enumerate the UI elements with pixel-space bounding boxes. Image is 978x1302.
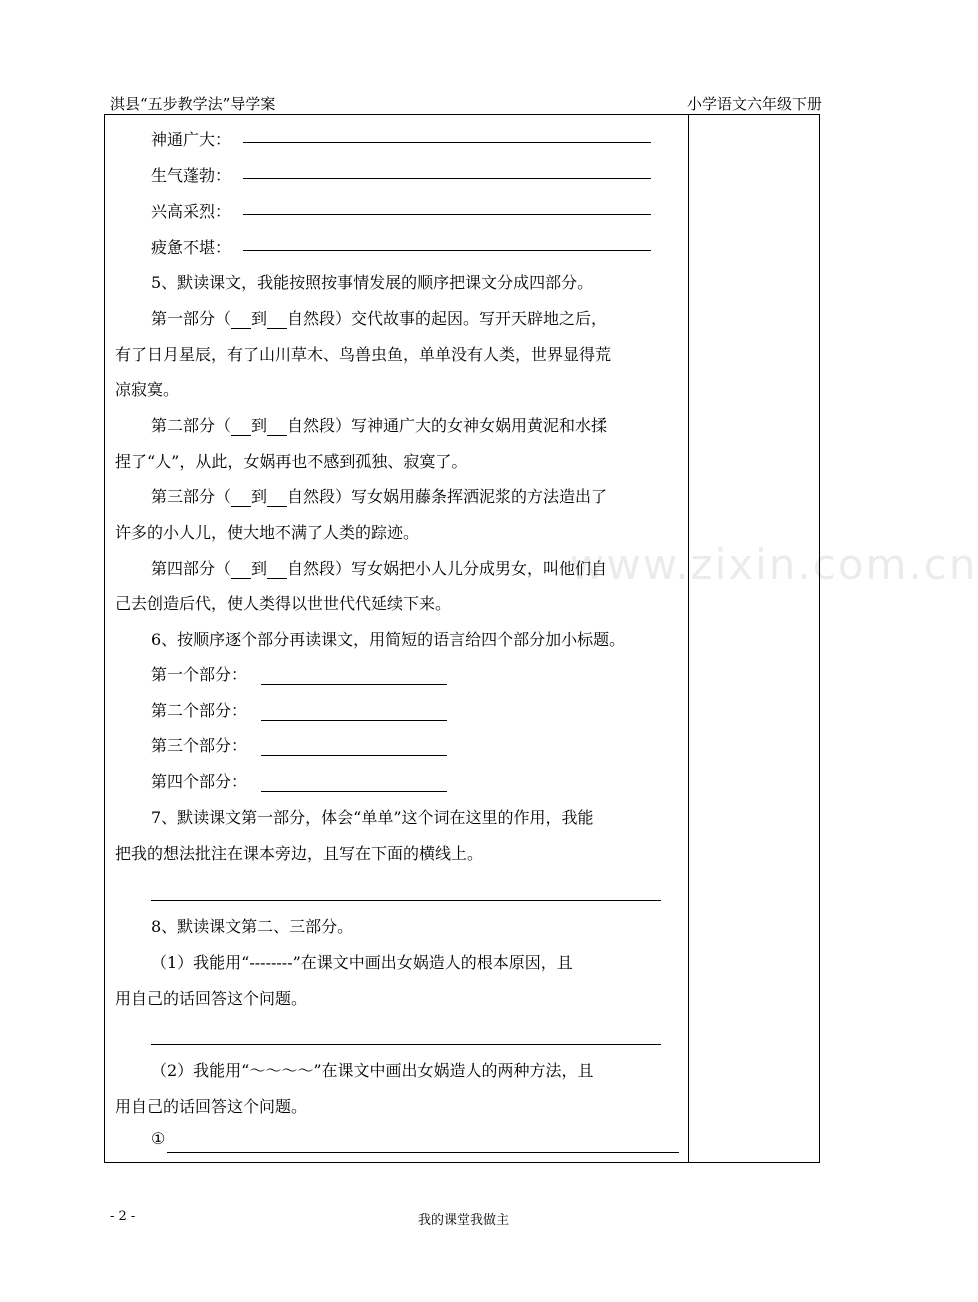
part-text: ）写神通广大的女神女娲用黄泥和水揉: [335, 416, 608, 435]
para-label: 自然段: [287, 487, 336, 506]
blank[interactable]: [231, 309, 251, 329]
part-text: ）交代故事的起因。写开天辟地之后，: [335, 309, 608, 328]
q8-sub2-line-2: 用自己的话回答这个问题。: [115, 1097, 308, 1116]
vocab-label-1: 神通广大：: [151, 130, 232, 149]
q5-part-2-line-1: [151, 413, 607, 436]
worksheet-table: [104, 114, 820, 1163]
q7-line-1: 7、默读课文第一部分，体会“单单”这个词在这里的作用，我能: [151, 808, 594, 827]
q6-item-3: 第三个部分：: [151, 736, 248, 755]
answer-line[interactable]: [243, 214, 651, 215]
blank[interactable]: [267, 309, 287, 329]
part-prefix: 第四部分（: [151, 559, 232, 578]
blank[interactable]: [231, 559, 251, 579]
answer-line[interactable]: [151, 1044, 661, 1045]
answer-line[interactable]: [243, 178, 651, 179]
q5-part-4-line-2: 己去创造后代，使人类得以世世代代延续下来。: [115, 594, 452, 613]
footer-motto: 我的课堂我做主: [418, 1213, 510, 1228]
q5-part-3-line-1: [151, 484, 607, 507]
header-left: 淇县“五步教学法”导学案: [110, 95, 276, 113]
answer-line[interactable]: [243, 142, 651, 143]
q6-item-1: 第一个部分：: [151, 665, 248, 684]
q8-sub2-line-1: （2）我能用“～～～～”在课文中画出女娲造人的两种方法，且: [151, 1061, 594, 1080]
to-label: 到: [251, 309, 268, 328]
to-label: 到: [251, 416, 268, 435]
header-right: 小学语文六年级下册: [686, 95, 822, 113]
answer-line[interactable]: [261, 755, 447, 756]
q5-part-4-line-1: [151, 556, 607, 579]
q5-part-2-line-2: 捏了“人”，从此，女娲再也不感到孤独、寂寞了。: [115, 452, 468, 471]
q7-line-2: 把我的想法批注在课本旁边，且写在下面的横线上。: [115, 844, 484, 863]
q5-intro: 5、默读课文，我能按照按事情发展的顺序把课文分成四部分。: [151, 273, 594, 292]
part-prefix: 第二部分（: [151, 416, 232, 435]
q8-circle-1: ①: [151, 1129, 166, 1148]
part-prefix: 第三部分（: [151, 487, 232, 506]
q6-item-2: 第二个部分：: [151, 701, 248, 720]
para-label: 自然段: [287, 559, 336, 578]
blank[interactable]: [267, 416, 287, 436]
watermark: www.zixin.com.cn: [570, 540, 978, 589]
q6-intro: 6、按顺序逐个部分再读课文，用简短的语言给四个部分加小标题。: [151, 630, 626, 649]
part-text: ）写女娲把小人儿分成男女，叫他们自: [335, 559, 608, 578]
answer-line[interactable]: [261, 684, 447, 685]
para-label: 自然段: [287, 309, 336, 328]
answer-line[interactable]: [243, 250, 651, 251]
vocab-label-4: 疲惫不堪：: [151, 238, 232, 257]
blank[interactable]: [267, 487, 287, 507]
to-label: 到: [251, 487, 268, 506]
blank[interactable]: [267, 559, 287, 579]
q5-part-3-line-2: 许多的小人儿，使大地不满了人类的踪迹。: [115, 523, 420, 542]
page-number: - 2 -: [110, 1209, 136, 1224]
blank[interactable]: [231, 416, 251, 436]
q8-sub1-line-1: （1）我能用“--------”在课文中画出女娲造人的根本原因，且: [151, 953, 573, 972]
part-text: ）写女娲用藤条挥洒泥浆的方法造出了: [335, 487, 608, 506]
q8-sub1-line-2: 用自己的话回答这个问题。: [115, 989, 308, 1008]
vocab-label-3: 兴高采烈：: [151, 202, 232, 221]
para-label: 自然段: [287, 416, 336, 435]
column-divider: [688, 114, 689, 1162]
q5-part-1-line-1: [151, 306, 607, 329]
part-prefix: 第一部分（: [151, 309, 232, 328]
answer-line[interactable]: [167, 1152, 679, 1153]
q6-item-4: 第四个部分：: [151, 772, 248, 791]
q8-intro: 8、默读课文第二、三部分。: [151, 917, 354, 936]
answer-line[interactable]: [151, 900, 661, 901]
vocab-label-2: 生气蓬勃：: [151, 166, 232, 185]
answer-line[interactable]: [261, 720, 447, 721]
q5-part-1-line-2: 有了日月星辰，有了山川草木、鸟兽虫鱼，单单没有人类，世界显得荒: [115, 345, 612, 364]
answer-line[interactable]: [261, 791, 447, 792]
blank[interactable]: [231, 487, 251, 507]
to-label: 到: [251, 559, 268, 578]
q5-part-1-line-3: 凉寂寞。: [115, 380, 180, 399]
